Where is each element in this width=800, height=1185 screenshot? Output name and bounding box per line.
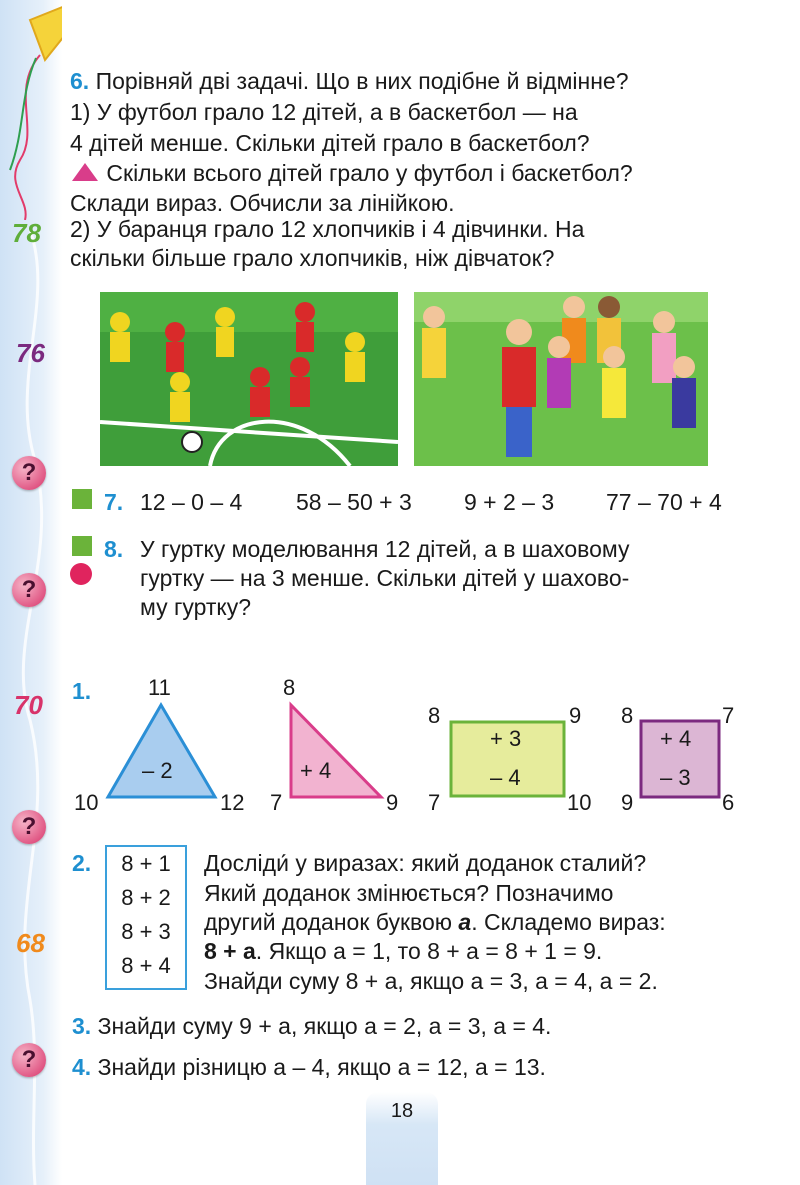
task7-expression: 12 – 0 – 4 xyxy=(140,489,243,515)
blindfold-game-illustration xyxy=(414,292,708,466)
task6-line5: Склади вираз. Обчисли за лінійкою. xyxy=(70,190,455,216)
square-bottom-right-label: 6 xyxy=(722,790,735,815)
rect-bottom-left-label: 7 xyxy=(428,790,441,815)
task7-expression: 9 + 2 – 3 xyxy=(464,489,555,515)
triangle-top-label: 11 xyxy=(148,675,171,700)
task6-line3: 4 дітей менше. Скільки дітей грало в баскетбол? xyxy=(70,130,590,156)
soccer-illustration xyxy=(100,292,398,466)
side-number-78: 78 xyxy=(12,218,41,248)
triangle-right-label: 12 xyxy=(220,790,245,815)
task6-line2: 1) У футбол грало 12 дітей, а в баскетбол — на xyxy=(70,99,578,125)
rect-top-right-label: 9 xyxy=(569,703,582,728)
task8-line2: гуртку — на 3 менше. Скільки дітей у шахово- xyxy=(140,565,630,591)
expressions-box xyxy=(105,845,187,990)
square-bottom-left-label: 9 xyxy=(621,790,634,815)
right-triangle-right-label: 9 xyxy=(386,790,399,815)
question-icon: ? xyxy=(12,810,46,844)
ex2-line2: Який доданок змінюється? Позначимо xyxy=(204,880,614,906)
triangle-left-label: 10 xyxy=(74,790,99,815)
ex4: 4. Знайди різницю а – 4, якщо а = 12, а = 13. xyxy=(72,1054,546,1080)
box-expression: 8 + 4 xyxy=(121,953,171,978)
box-expression: 8 + 2 xyxy=(121,885,171,910)
ex2-line4: 8 + а. Якщо а = 1, то 8 + а = 8 + 1 = 9. xyxy=(204,938,603,964)
question-icon: ? xyxy=(12,456,46,490)
task6-line7: скільки більше грало хлопчиків, ніж дівчаток? xyxy=(70,245,555,271)
rect-inner-top-op: + 3 xyxy=(490,726,522,751)
task8-line1: У гуртку моделювання 12 дітей, а в шаховому xyxy=(140,536,630,562)
box-expression: 8 + 1 xyxy=(121,851,171,876)
ex2-line5: Знайди суму 8 + а, якщо а = 3, а = 4, а = 2. xyxy=(204,968,658,994)
task8-line3: му гуртку? xyxy=(140,594,252,620)
sidebar xyxy=(0,0,62,1185)
right-triangle-inner-op: + 4 xyxy=(300,758,332,783)
rect-bottom-right-label: 10 xyxy=(567,790,592,815)
box-expression: 8 + 3 xyxy=(121,919,171,944)
question-icon: ? xyxy=(12,1043,46,1077)
page-number-tab xyxy=(366,1092,438,1185)
right-triangle-left-label: 7 xyxy=(270,790,283,815)
red-dot-marker xyxy=(70,563,92,585)
ex2-line3: другий доданок буквою а. Складемо вираз: xyxy=(204,909,666,935)
square-inner-bottom-op: – 3 xyxy=(660,765,691,790)
square-top-right-label: 7 xyxy=(722,703,735,728)
side-number-68: 68 xyxy=(16,928,45,958)
side-number-70: 70 xyxy=(14,690,43,720)
ex1-number: 1. xyxy=(72,678,92,704)
task6-number: 6. xyxy=(70,68,90,94)
question-icon: ? xyxy=(12,573,46,607)
triangle-inner-op: – 2 xyxy=(142,758,173,783)
page-number: 18 xyxy=(390,1100,414,1122)
ex3: 3. Знайди суму 9 + а, якщо а = 2, а = 3, а = 4. xyxy=(72,1013,552,1039)
green-square-marker xyxy=(72,536,92,556)
task7-expression: 77 – 70 + 4 xyxy=(606,489,722,515)
ex2-number: 2. xyxy=(72,850,92,876)
right-triangle-top-label: 8 xyxy=(283,675,296,700)
square-inner-top-op: + 4 xyxy=(660,726,692,751)
task7-number: 7. xyxy=(104,489,124,515)
rect-top-left-label: 8 xyxy=(428,703,441,728)
square-top-left-label: 8 xyxy=(621,703,634,728)
side-number-76: 76 xyxy=(16,338,45,368)
task6-line6: 2) У баранця грало 12 хлопчиків і 4 дівчинки. На xyxy=(70,216,585,242)
ex2-line1: Досліди́ у виразах: який доданок сталий? xyxy=(204,850,647,876)
triangle-marker-icon xyxy=(70,161,100,183)
green-square-marker xyxy=(72,489,92,509)
task7-expression: 58 – 50 + 3 xyxy=(296,489,412,515)
task6-line4: Скільки всього дітей грало у футбол і баскетбол? xyxy=(70,158,633,188)
task8-number: 8. xyxy=(104,536,124,562)
rect-inner-bottom-op: – 4 xyxy=(490,765,521,790)
task6-line1: 6. Порівняй дві задачі. Що в них подібне й відмінне? xyxy=(70,68,629,94)
